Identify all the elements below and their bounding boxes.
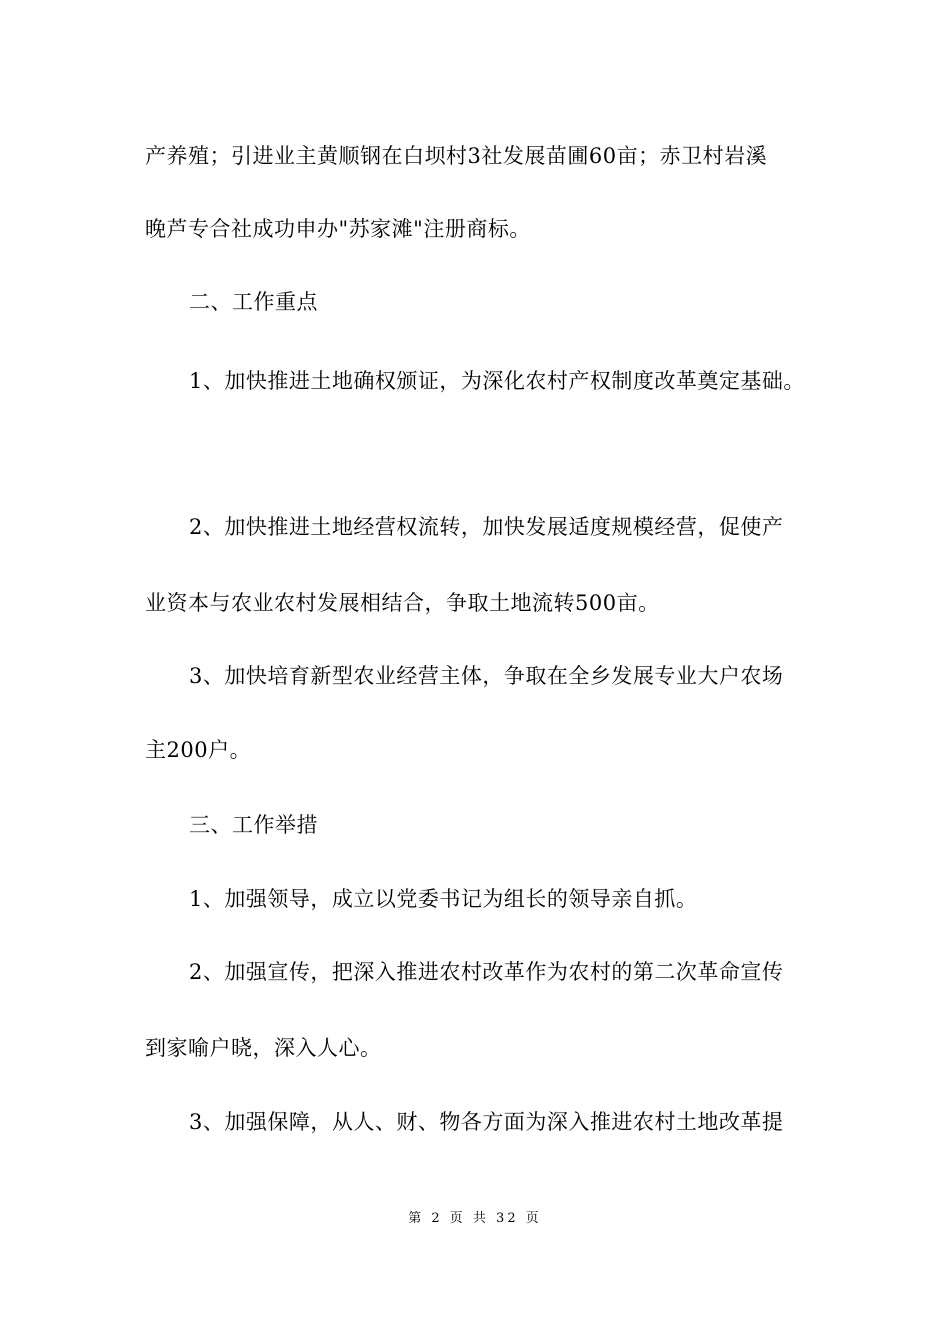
paragraph-line: 到家喻户晓，深入人心。	[145, 1036, 382, 1060]
paragraph-line: 2、加快推进土地经营权流转，加快发展适度规模经营，促使产	[189, 515, 784, 539]
paragraph-line: 晚芦专合社成功申办"苏家滩"注册商标。	[145, 217, 531, 241]
paragraph-line: 3、加强保障，从人、财、物各方面为深入推进农村土地改革提	[189, 1110, 784, 1134]
section-heading: 三、工作举措	[189, 813, 318, 837]
paragraph-line: 2、加强宣传，把深入推进农村改革作为农村的第二次革命宣传	[189, 960, 784, 984]
paragraph-line: 产养殖；引进业主黄顺钢在白坝村3社发展苗圃60亩；赤卫村岩溪	[145, 144, 768, 168]
paragraph-line: 3、加快培育新型农业经营主体，争取在全乡发展专业大户农场	[189, 664, 784, 688]
paragraph-line: 1、加快推进土地确权颁证，为深化农村产权制度改革奠定基础。	[189, 369, 805, 393]
page-footer	[0, 1207, 950, 1226]
section-heading: 二、工作重点	[189, 290, 318, 314]
paragraph-line: 主200户。	[145, 738, 252, 762]
paragraph-line: 业资本与农业农村发展相结合，争取土地流转500亩。	[145, 591, 660, 615]
paragraph-line: 1、加强领导，成立以党委书记为组长的领导亲自抓。	[189, 887, 698, 911]
page-number-label: 第 2 页 共 32 页	[408, 1211, 542, 1226]
